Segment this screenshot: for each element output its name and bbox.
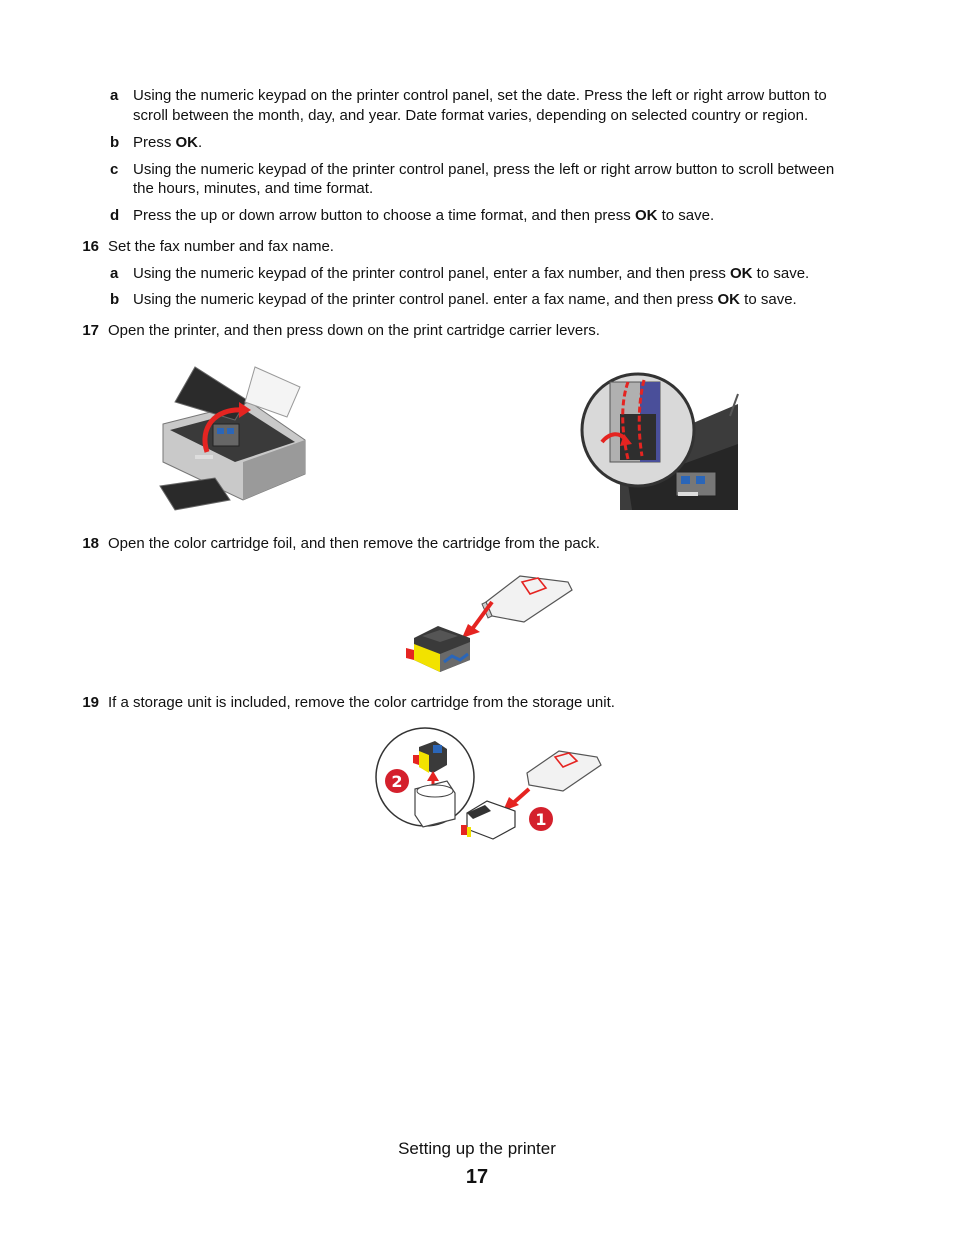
step-number-16: 16 xyxy=(82,238,99,255)
step-number-19: 19 xyxy=(82,694,99,711)
step-number-17: 17 xyxy=(82,322,99,339)
step-18-text: Open the color cartridge foil, and then remove the cartridge from the pack. xyxy=(108,535,600,552)
step-16-text: Set the fax number and fax name. xyxy=(108,238,334,255)
substep-16b: Using the numeric keypad of the printer control panel. enter a fax name, and then press OK to save. xyxy=(133,291,797,308)
substep-15a-line2: scroll between the month, day, and year. Date format varies, depending on selected country or region. xyxy=(133,107,809,124)
substep-marker-a: a xyxy=(110,265,119,282)
footer-section-title: Setting up the printer xyxy=(398,1139,556,1158)
substep-15b: Press OK. xyxy=(133,134,203,151)
substep-marker-a: a xyxy=(110,87,119,104)
substep-15d: Press the up or down arrow button to choose a time format, and then press OK to save. xyxy=(133,207,715,224)
step-number-18: 18 xyxy=(82,535,99,552)
printer-open-illustration xyxy=(155,362,310,512)
callout-2: 2 xyxy=(391,772,403,791)
carrier-levers-illustration xyxy=(580,364,740,512)
substep-marker-b: b xyxy=(110,134,120,151)
substep-16a: Using the numeric keypad of the printer control panel, enter a fax number, and then press OK to save. xyxy=(133,265,810,282)
substep-15c-line2: the hours, minutes, and time format. xyxy=(133,180,374,197)
page-number: 17 xyxy=(465,1166,489,1188)
substep-15c-line1: Using the numeric keypad of the printer control panel, press the left or right arrow button to scroll between xyxy=(133,161,835,178)
cartridge-foil-illustration xyxy=(400,568,580,678)
substep-15a-line1: Using the numeric keypad on the printer control panel, set the date. Press the left or right arrow button to xyxy=(133,87,827,104)
storage-unit-illustration xyxy=(375,727,605,853)
substep-marker-d: d xyxy=(110,207,120,224)
step-19-text: If a storage unit is included, remove the color cartridge from the storage unit. xyxy=(108,694,615,711)
callout-1: 1 xyxy=(535,810,547,829)
substep-marker-c: c xyxy=(110,161,119,178)
substep-marker-b: b xyxy=(110,291,120,308)
step-17-text: Open the printer, and then press down on the print cartridge carrier levers. xyxy=(108,322,600,339)
